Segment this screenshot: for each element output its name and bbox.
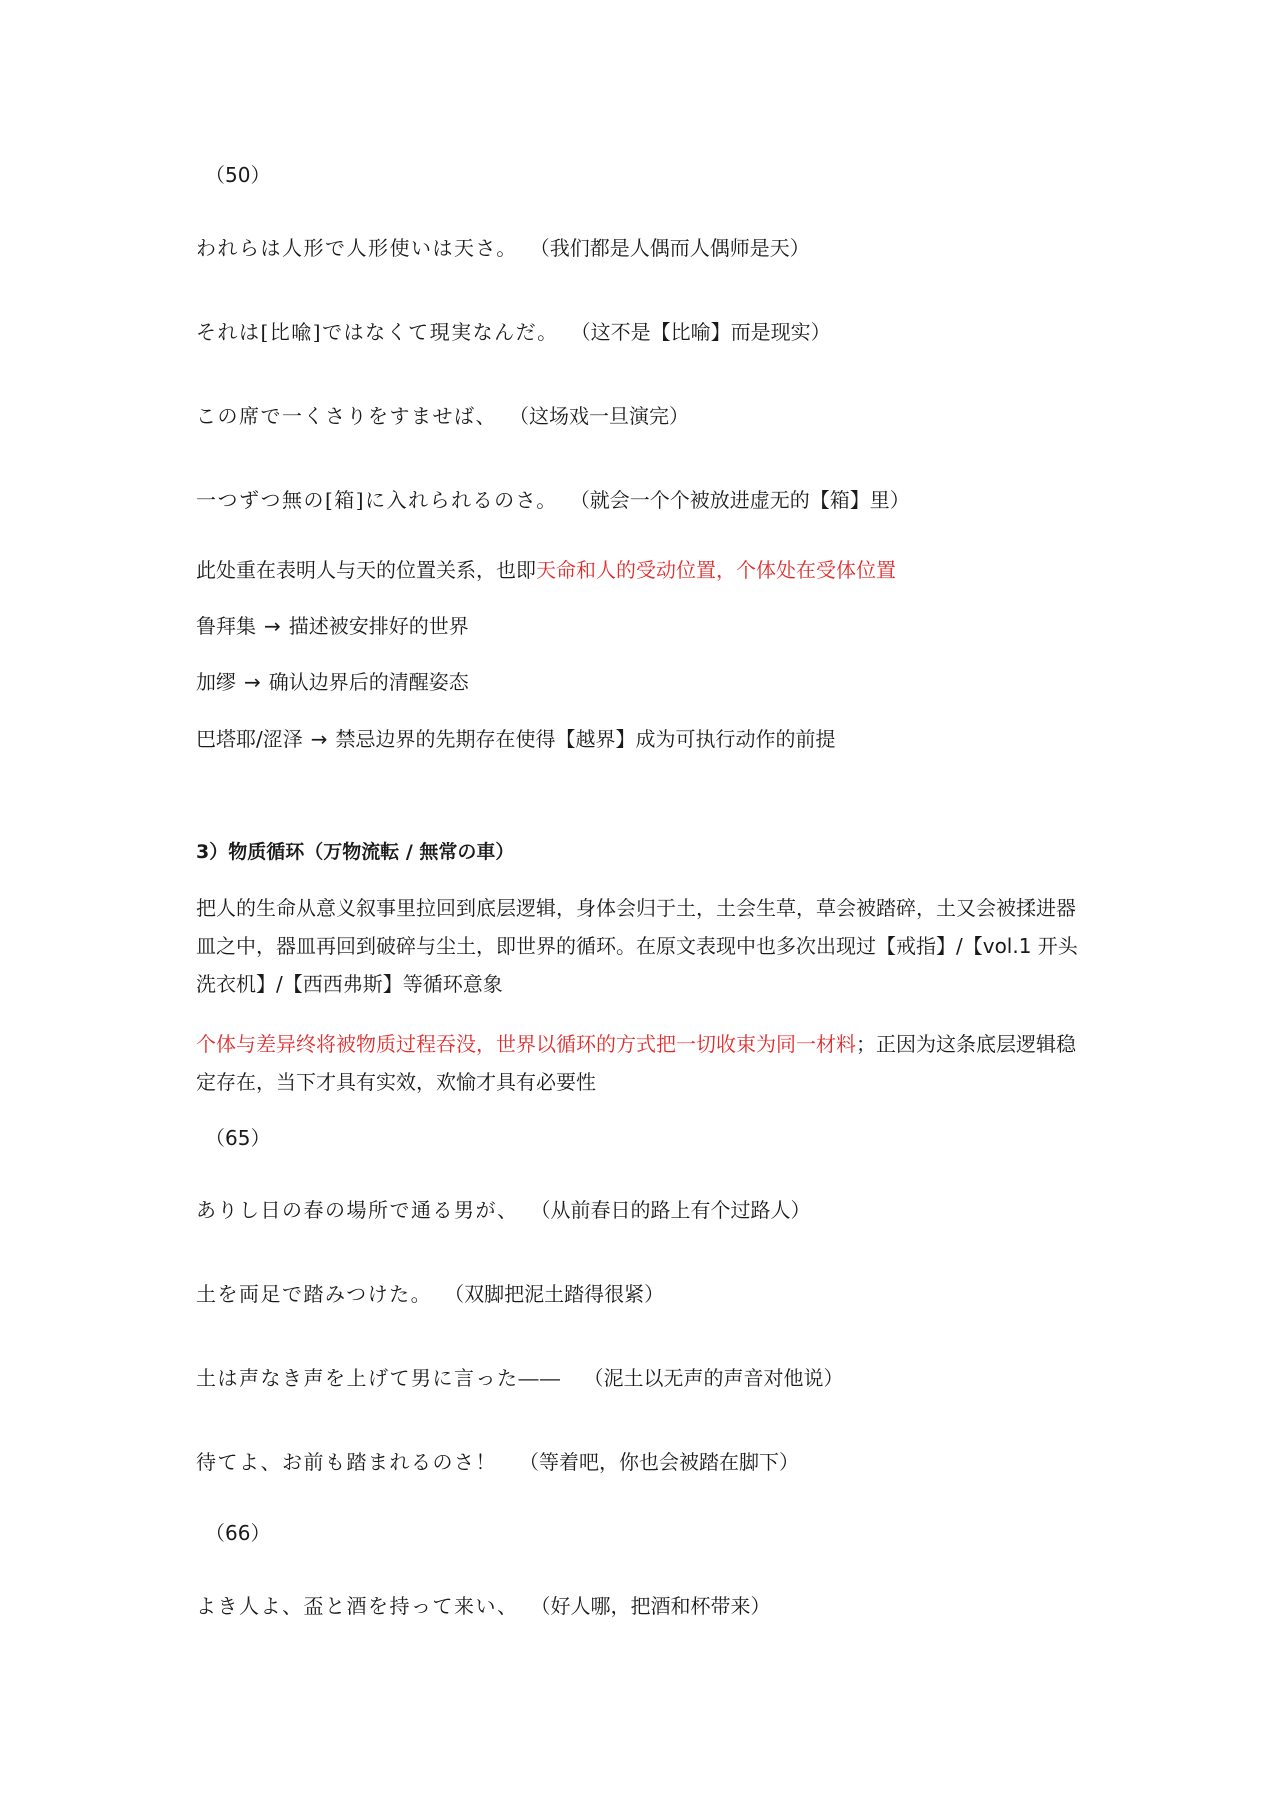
japanese-verse: われらは人形で人形使いは天さ。 xyxy=(196,236,518,260)
quatrain-number-65: （65） xyxy=(205,1126,271,1150)
chinese-translation: （好人哪，把酒和杯带来） xyxy=(540,1594,771,1618)
statement-rest: ；正因为这条底层逻辑稳定存在，当下才具有实效，欢愉才具有必要性 xyxy=(196,1032,1076,1094)
comparison-subject: 加缪 xyxy=(196,670,236,694)
verse-line xyxy=(196,404,1096,428)
comparison-item xyxy=(196,727,1096,751)
quatrain-number-50: （50） xyxy=(205,163,271,187)
chinese-translation: （双脚把泥土踏得很紧） xyxy=(454,1282,665,1306)
japanese-verse: 待てよ、お前も踏まれるのさ！ xyxy=(196,1450,497,1474)
analysis-note xyxy=(196,558,1096,582)
comparison-desc: 禁忌边界的先期存在使得【越界】成为可执行动作的前提 xyxy=(335,727,836,751)
chinese-translation: （就会一个个被放进虚无的【箱】里） xyxy=(579,488,910,512)
comparison-desc: 确认边界后的清醒姿态 xyxy=(268,670,469,694)
japanese-verse: 一つずつ無の[箱]に入れられるのさ。 xyxy=(196,488,558,512)
emphasis-paragraph xyxy=(196,1025,1091,1101)
comparison-item xyxy=(196,614,1096,638)
japanese-verse: ありし日の春の場所で通る男が、 xyxy=(196,1198,519,1222)
chinese-translation: （这不是【比喻】而是现实） xyxy=(580,320,831,344)
verse-line xyxy=(196,1366,1096,1390)
japanese-verse: よき人よ、盃と酒を持って来い、 xyxy=(196,1594,519,1618)
japanese-verse: この席で一くさりをすませば、 xyxy=(196,404,497,428)
chinese-translation: （我们都是人偶而人偶师是天） xyxy=(539,236,810,260)
verse-line xyxy=(196,1282,1096,1306)
japanese-verse: 土を両足で踏みつけた。 xyxy=(196,1282,433,1306)
highlighted-note: 天命和人的受动位置，个体处在受体位置 xyxy=(536,558,896,582)
comparison-item xyxy=(196,670,1096,694)
right-arrow-icon: → xyxy=(244,670,261,694)
japanese-verse: それは[比喩]ではなくて現実なんだ。 xyxy=(196,320,559,344)
section-heading: 3）物质循环（万物流転 / 無常の車） xyxy=(196,841,515,863)
chinese-translation: （从前春日的路上有个过路人） xyxy=(540,1198,811,1222)
verse-line xyxy=(196,1450,1096,1474)
comparison-subject: 鲁拜集 xyxy=(196,614,256,638)
japanese-verse: 土は声なき声を上げて男に言った―― xyxy=(196,1366,562,1390)
verse-line xyxy=(196,1594,1096,1618)
chinese-translation: （泥土以无声的声音对他说） xyxy=(583,1366,844,1390)
note-text: 此处重在表明人与天的位置关系，也即 xyxy=(196,558,536,582)
chinese-translation: （等着吧，你也会被踏在脚下） xyxy=(519,1450,799,1474)
quatrain-number-66: （66） xyxy=(205,1521,271,1545)
verse-line xyxy=(196,1198,1096,1222)
verse-line xyxy=(196,320,1096,344)
chinese-translation: （这场戏一旦演完） xyxy=(519,404,689,428)
right-arrow-icon: → xyxy=(264,614,281,638)
right-arrow-icon: → xyxy=(310,727,328,751)
comparison-desc: 描述被安排好的世界 xyxy=(288,614,469,638)
verse-line xyxy=(196,488,1096,512)
verse-line xyxy=(196,236,1096,260)
highlighted-statement: 个体与差异终将被物质过程吞没，世界以循环的方式把一切收束为同一材料 xyxy=(196,1032,856,1056)
comparison-subject: 巴塔耶/涩泽 xyxy=(196,727,303,751)
body-paragraph: 把人的生命从意义叙事里拉回到底层逻辑，身体会归于土，土会生草，草会被踏碎，土又会被揉进器皿之中，器皿再回到破碎与尘土，即世界的循环。在原文表现中也多次出现过【戒指】/【vol.1 开头洗衣机】/【西西弗斯】等循环意象 xyxy=(196,896,1078,996)
